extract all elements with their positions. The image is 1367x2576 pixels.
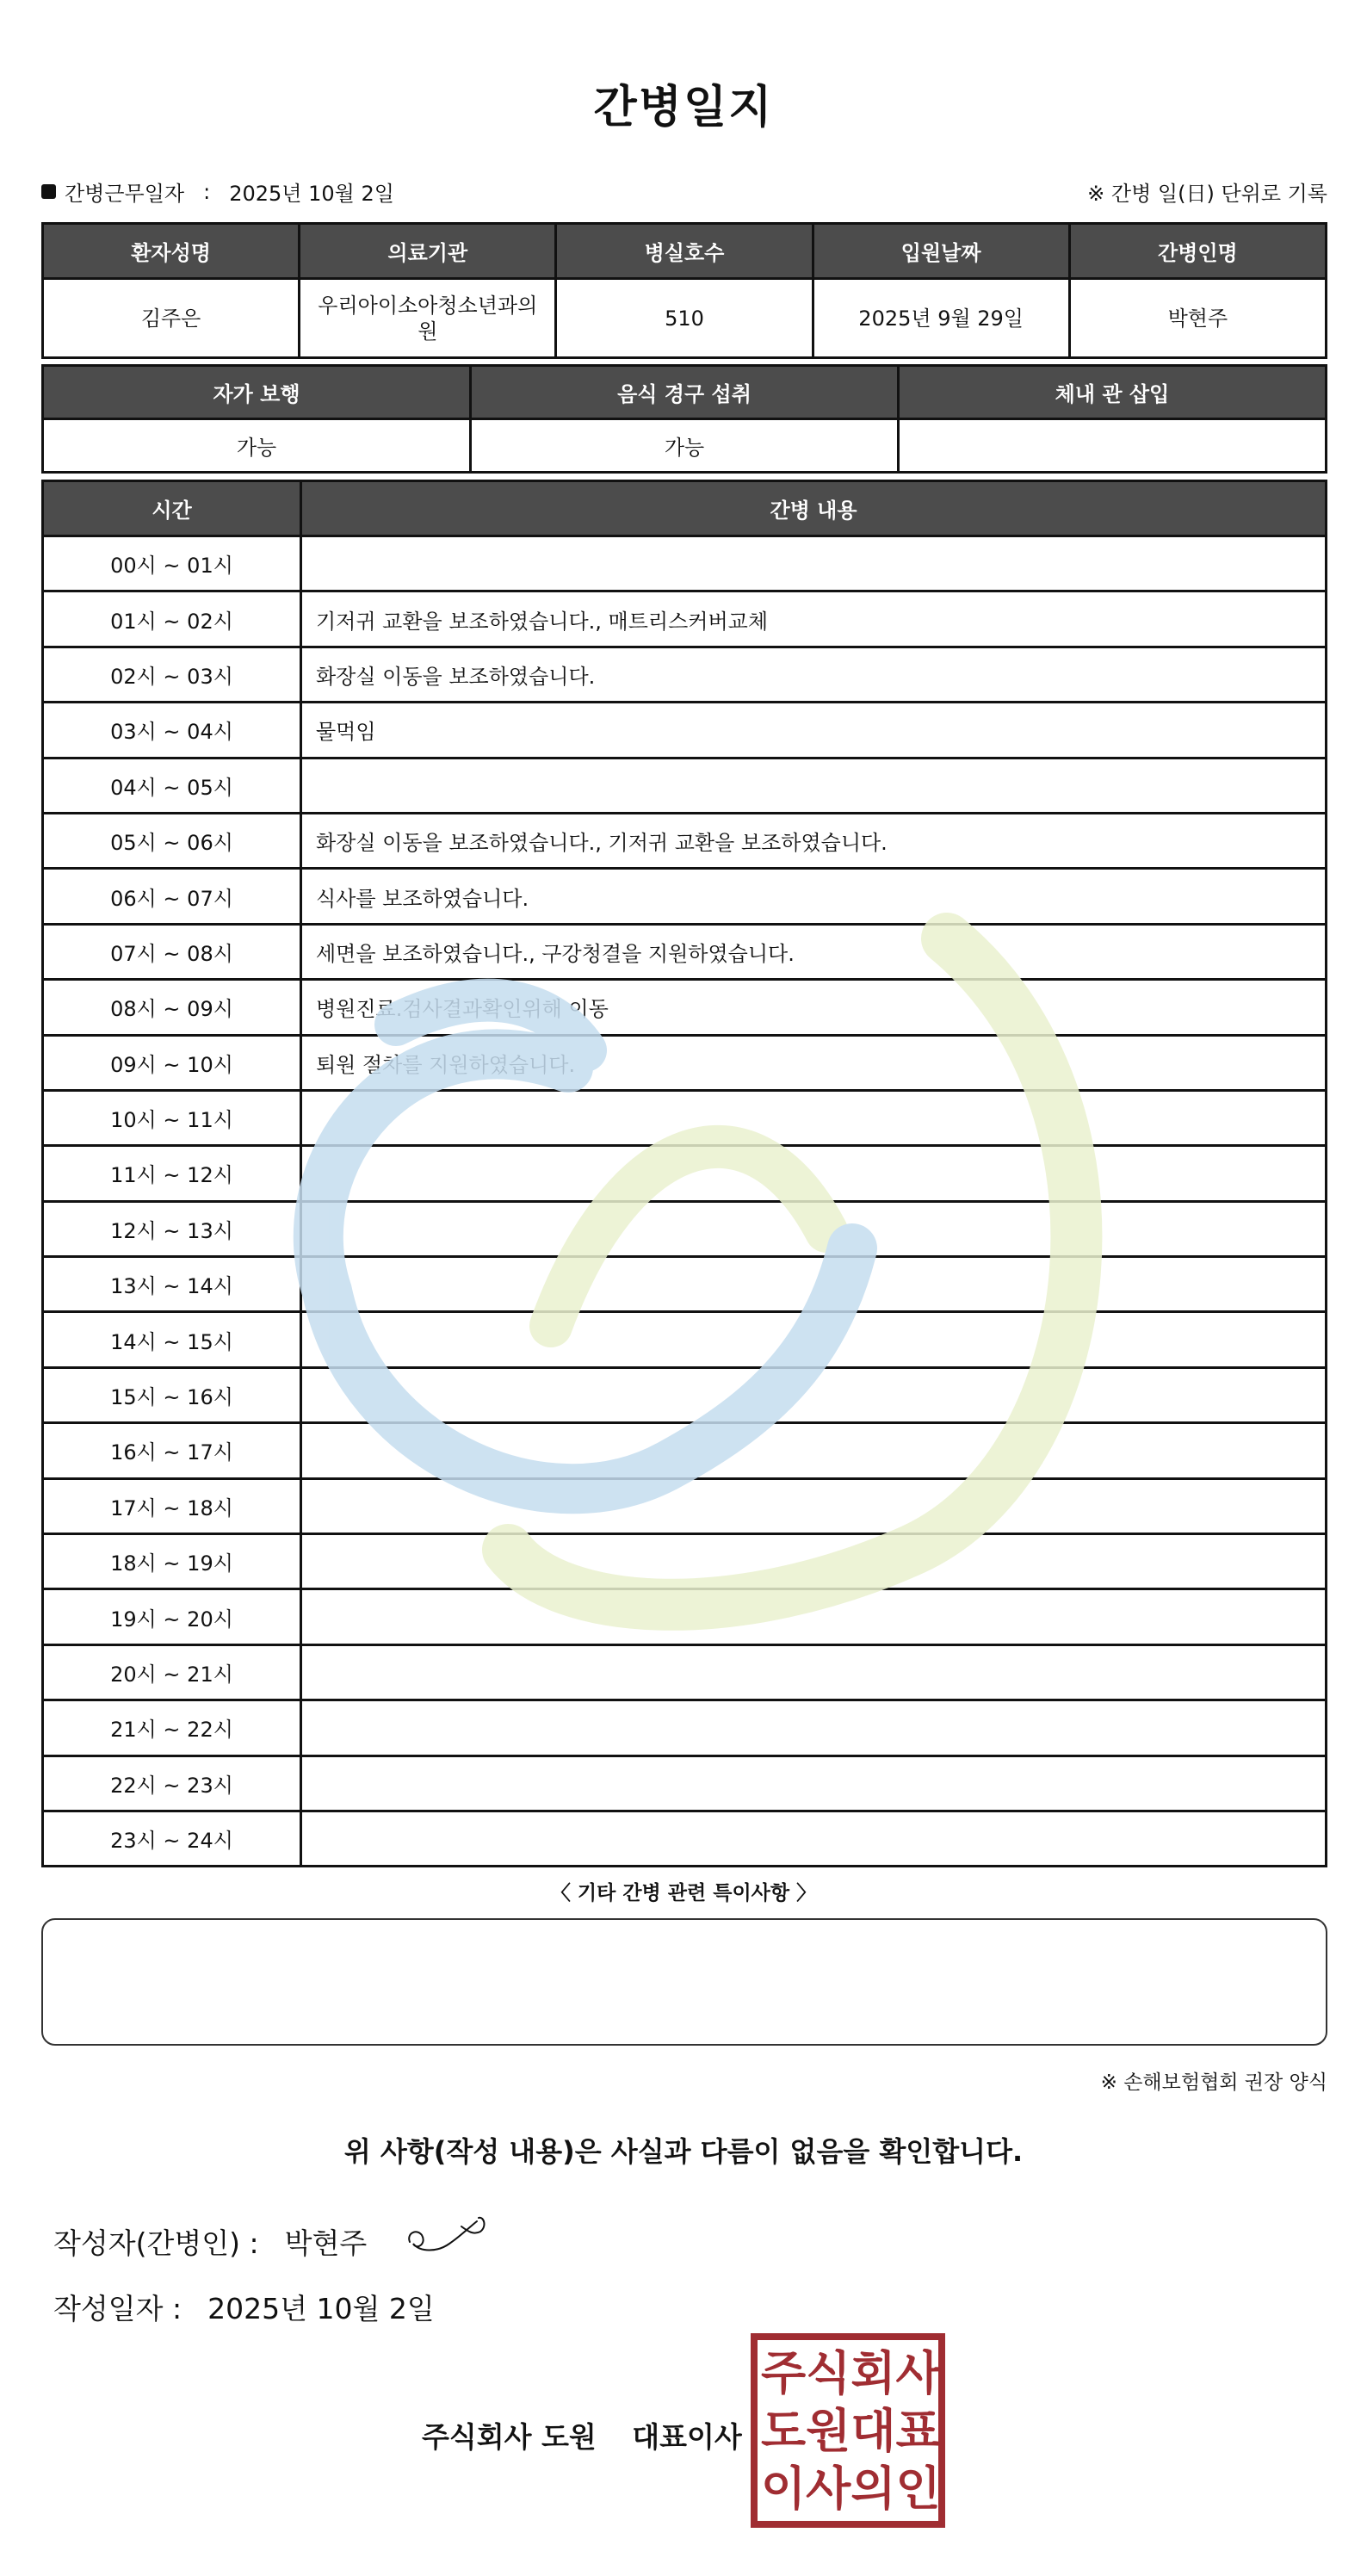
care-log-time: 10시 ~ 11시 — [43, 1090, 301, 1145]
care-log-row — [43, 1035, 1327, 1090]
care-log-note — [301, 1423, 1327, 1478]
patient-info-value-row — [43, 279, 1327, 358]
seal-character: 표 — [895, 2402, 941, 2458]
seal-character: 도 — [761, 2402, 807, 2458]
special-notes-title: 〈 기타 간병 관련 특이사항 〉 — [550, 1882, 817, 1904]
seal-character: 이 — [761, 2461, 807, 2517]
care-log-note: 병원진료.검사결과확인위해 이동 — [301, 980, 1327, 1035]
care-log-time: 22시 ~ 23시 — [43, 1756, 301, 1811]
care-log-row — [43, 536, 1327, 591]
care-log-note — [301, 1644, 1327, 1700]
care-log-time: 08시 ~ 09시 — [43, 980, 301, 1035]
care-log-row — [43, 1146, 1327, 1201]
admission-date-value: 2025년 9월 29일 — [813, 279, 1069, 358]
care-log-time: 19시 ~ 20시 — [43, 1589, 301, 1644]
care-log-time: 07시 ~ 08시 — [43, 924, 301, 979]
seal-character: 식 — [806, 2344, 851, 2400]
care-status-table — [41, 364, 1327, 474]
company-signoff — [422, 2415, 742, 2455]
care-log-row — [43, 1589, 1327, 1644]
hospital-value: 우리아이소아청소년과의원 — [300, 279, 556, 358]
seal-character: 회 — [851, 2344, 896, 2400]
page-title: 간병일지 — [593, 82, 774, 133]
header-tube-insertion: 체내 관 삽입 — [899, 366, 1327, 419]
care-log-note — [301, 1811, 1327, 1866]
care-log-time: 11시 ~ 12시 — [43, 1146, 301, 1201]
care-log-note — [301, 1534, 1327, 1589]
care-log-note: 화장실 이동을 보조하였습니다., 기저귀 교환을 보조하였습니다. — [301, 813, 1327, 868]
care-log-row — [43, 1423, 1327, 1478]
care-log-time: 13시 ~ 14시 — [43, 1257, 301, 1312]
care-log-time: 01시 ~ 02시 — [43, 591, 301, 647]
author-row — [53, 2221, 367, 2262]
care-log-time: 05시 ~ 06시 — [43, 813, 301, 868]
care-log-row — [43, 1478, 1327, 1533]
care-log-header-row — [43, 481, 1327, 536]
care-log-time: 17시 ~ 18시 — [43, 1478, 301, 1533]
care-log-row — [43, 1811, 1327, 1866]
care-log-row — [43, 1090, 1327, 1145]
care-log-time: 23시 ~ 24시 — [43, 1811, 301, 1866]
care-log-note — [301, 1589, 1327, 1644]
care-log-note: 기저귀 교환을 보조하였습니다., 매트리스커버교체 — [301, 591, 1327, 647]
work-date-label: 간병근무일자 — [65, 182, 185, 206]
care-log-note: 세면을 보조하였습니다., 구강청결을 지원하였습니다. — [301, 924, 1327, 979]
care-log-note — [301, 1201, 1327, 1256]
care-log-body — [43, 536, 1327, 1867]
record-unit-note: ※ 간병 일(日) 단위로 기록 — [1087, 182, 1327, 206]
work-date-separator: : — [203, 179, 211, 204]
care-log-row — [43, 1756, 1327, 1811]
care-log-note — [301, 1700, 1327, 1756]
care-log-row — [43, 758, 1327, 813]
seal-character: 의 — [851, 2461, 896, 2517]
header-time: 시간 — [43, 481, 301, 536]
seal-character: 주 — [761, 2344, 807, 2400]
header-care-content: 간병 내용 — [301, 481, 1327, 536]
care-log-note — [301, 1090, 1327, 1145]
care-log-note — [301, 1478, 1327, 1533]
care-log-time: 20시 ~ 21시 — [43, 1644, 301, 1700]
care-log-time: 06시 ~ 07시 — [43, 869, 301, 924]
care-log-row — [43, 647, 1327, 702]
care-log-time: 09시 ~ 10시 — [43, 1035, 301, 1090]
care-log-time: 04시 ~ 05시 — [43, 758, 301, 813]
care-log-time: 16시 ~ 17시 — [43, 1423, 301, 1478]
tube-insertion-value — [899, 419, 1327, 473]
patient-name-value: 김주은 — [43, 279, 300, 358]
care-log-note — [301, 1312, 1327, 1367]
care-log-note — [301, 1367, 1327, 1422]
care-log-note — [301, 1756, 1327, 1811]
confirmation-statement: 위 사항(작성 내용)은 사실과 다름이 없음을 확인합니다. — [343, 2135, 1024, 2168]
care-log-note — [301, 1146, 1327, 1201]
care-log-table — [41, 480, 1327, 1867]
caregiver-name-value: 박현주 — [1069, 279, 1326, 358]
author-label: 작성자(간병인) : — [53, 2226, 259, 2260]
care-status-value-row — [43, 419, 1327, 473]
header-caregiver-name: 간병인명 — [1069, 224, 1326, 279]
seal-character: 대 — [851, 2402, 896, 2458]
signature-mark — [405, 2209, 499, 2257]
care-log-row — [43, 1201, 1327, 1256]
work-date-value: 2025년 10월 2일 — [229, 182, 394, 206]
header-oral-intake: 음식 경구 섭취 — [471, 366, 899, 419]
author-name: 박현주 — [284, 2226, 368, 2260]
care-log-row — [43, 1312, 1327, 1367]
square-bullet-icon — [41, 184, 56, 199]
care-log-note — [301, 758, 1327, 813]
work-date-group — [41, 176, 394, 207]
patient-info-header-row — [43, 224, 1327, 279]
care-log-row — [43, 813, 1327, 868]
care-log-time: 21시 ~ 22시 — [43, 1700, 301, 1756]
patient-info-table — [41, 222, 1327, 359]
seal-character: 원 — [806, 2402, 851, 2458]
special-notes-box — [41, 1918, 1327, 2046]
care-log-note — [301, 1257, 1327, 1312]
care-log-row — [43, 1257, 1327, 1312]
oral-intake-value: 가능 — [471, 419, 899, 473]
care-log-row — [43, 1367, 1327, 1422]
care-log-time: 02시 ~ 03시 — [43, 647, 301, 702]
company-seal-stamp — [751, 2333, 945, 2528]
care-log-row — [43, 924, 1327, 979]
care-log-row — [43, 1700, 1327, 1756]
care-log-row — [43, 703, 1327, 758]
care-log-row — [43, 869, 1327, 924]
room-value: 510 — [556, 279, 813, 358]
care-log-row — [43, 1534, 1327, 1589]
seal-character: 인 — [895, 2461, 941, 2517]
header-patient-name: 환자성명 — [43, 224, 300, 279]
care-log-time: 14시 ~ 15시 — [43, 1312, 301, 1367]
care-log-note: 물먹임 — [301, 703, 1327, 758]
care-log-row — [43, 1644, 1327, 1700]
header-admission-date: 입원날짜 — [813, 224, 1069, 279]
care-log-note — [301, 536, 1327, 591]
seal-character: 사 — [895, 2344, 941, 2400]
care-log-time: 15시 ~ 16시 — [43, 1367, 301, 1422]
self-walking-value: 가능 — [43, 419, 471, 473]
seal-character: 사 — [806, 2461, 851, 2517]
care-log-note: 퇴원 절차를 지원하였습니다. — [301, 1035, 1327, 1090]
care-log-time: 03시 ~ 04시 — [43, 703, 301, 758]
header-hospital: 의료기관 — [300, 224, 556, 279]
header-room: 병실호수 — [556, 224, 813, 279]
care-log-note: 식사를 보조하였습니다. — [301, 869, 1327, 924]
care-log-time: 18시 ~ 19시 — [43, 1534, 301, 1589]
written-date-label: 작성일자 : — [53, 2292, 182, 2325]
care-log-note: 화장실 이동을 보조하였습니다. — [301, 647, 1327, 702]
company-name: 주식회사 도원 — [422, 2420, 597, 2454]
form-source-note: ※ 손해보험협회 권장 양식 — [1100, 2071, 1327, 2094]
written-date-row — [53, 2287, 435, 2327]
written-date-value: 2025년 10월 2일 — [207, 2292, 435, 2325]
care-log-time: 00시 ~ 01시 — [43, 536, 301, 591]
company-title: 대표이사 — [632, 2420, 742, 2454]
care-status-header-row — [43, 366, 1327, 419]
header-self-walking: 자가 보행 — [43, 366, 471, 419]
care-log-row — [43, 591, 1327, 647]
care-log-row — [43, 980, 1327, 1035]
care-log-time: 12시 ~ 13시 — [43, 1201, 301, 1256]
work-date-row — [41, 176, 1327, 207]
